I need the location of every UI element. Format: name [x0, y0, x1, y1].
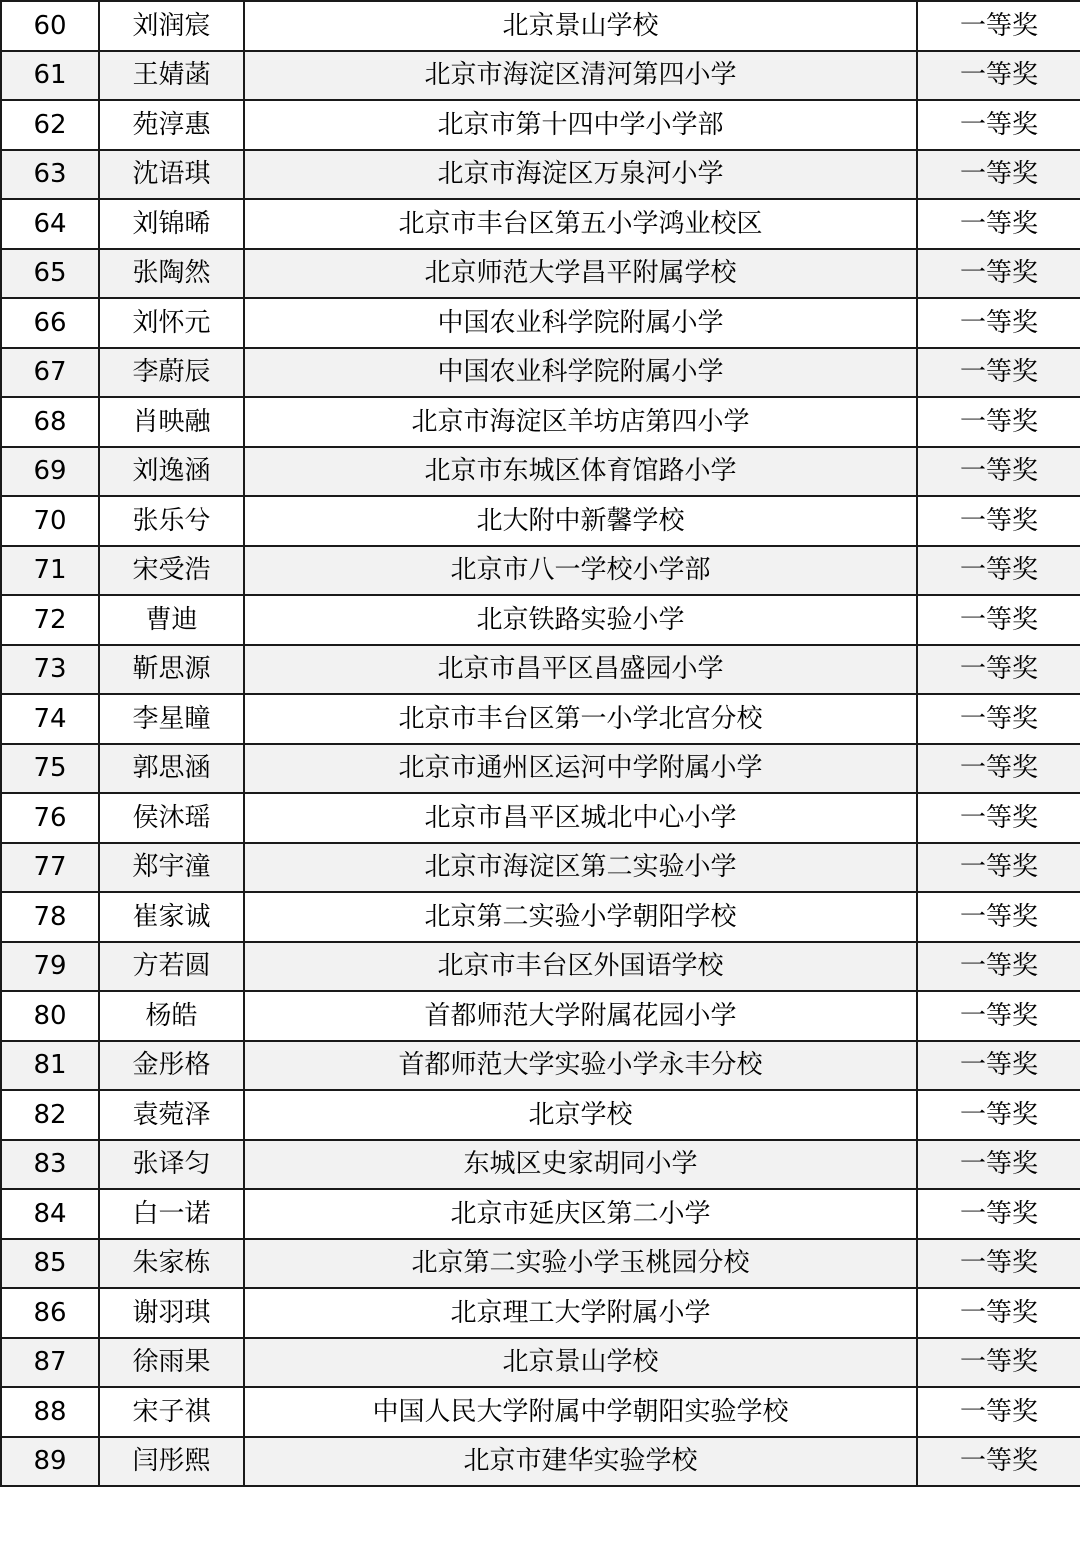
school-name-cell: 北京市海淀区清河第四小学	[244, 51, 917, 101]
award-level-cell: 一等奖	[917, 496, 1080, 546]
row-number-cell: 76	[1, 793, 99, 843]
row-number-cell: 89	[1, 1437, 99, 1487]
student-name-cell: 方若圆	[99, 942, 244, 992]
table-row	[1, 1338, 1080, 1388]
school-name-cell: 北京市八一学校小学部	[244, 546, 917, 596]
award-level-cell: 一等奖	[917, 645, 1080, 695]
student-name-cell: 靳思源	[99, 645, 244, 695]
school-name-cell: 北京第二实验小学玉桃园分校	[244, 1239, 917, 1289]
school-name-cell: 北京市通州区运河中学附属小学	[244, 744, 917, 794]
row-number-cell: 62	[1, 100, 99, 150]
row-number-cell: 69	[1, 447, 99, 497]
table-row	[1, 51, 1080, 101]
award-level-cell: 一等奖	[917, 892, 1080, 942]
row-number-cell: 87	[1, 1338, 99, 1388]
row-number-cell: 61	[1, 51, 99, 101]
award-level-cell: 一等奖	[917, 1189, 1080, 1239]
award-level-cell: 一等奖	[917, 1239, 1080, 1289]
award-level-cell: 一等奖	[917, 249, 1080, 299]
table-row	[1, 496, 1080, 546]
student-name-cell: 金彤格	[99, 1041, 244, 1091]
school-name-cell: 北京学校	[244, 1090, 917, 1140]
school-name-cell: 北京市延庆区第二小学	[244, 1189, 917, 1239]
student-name-cell: 杨皓	[99, 991, 244, 1041]
student-name-cell: 郑宇潼	[99, 843, 244, 893]
award-level-cell: 一等奖	[917, 199, 1080, 249]
school-name-cell: 北京景山学校	[244, 1338, 917, 1388]
table-row	[1, 1140, 1080, 1190]
table-row	[1, 1288, 1080, 1338]
school-name-cell: 北京市第十四中学小学部	[244, 100, 917, 150]
student-name-cell: 崔家诚	[99, 892, 244, 942]
table-row	[1, 1189, 1080, 1239]
student-name-cell: 宋受浩	[99, 546, 244, 596]
award-level-cell: 一等奖	[917, 298, 1080, 348]
school-name-cell: 北京市海淀区第二实验小学	[244, 843, 917, 893]
student-name-cell: 刘润宸	[99, 1, 244, 51]
student-name-cell: 白一诺	[99, 1189, 244, 1239]
row-number-cell: 75	[1, 744, 99, 794]
student-name-cell: 谢羽琪	[99, 1288, 244, 1338]
student-name-cell: 刘逸涵	[99, 447, 244, 497]
award-level-cell: 一等奖	[917, 991, 1080, 1041]
award-level-cell: 一等奖	[917, 100, 1080, 150]
school-name-cell: 北京市丰台区第五小学鸿业校区	[244, 199, 917, 249]
student-name-cell: 朱家栋	[99, 1239, 244, 1289]
award-level-cell: 一等奖	[917, 942, 1080, 992]
student-name-cell: 宋子祺	[99, 1387, 244, 1437]
table-row	[1, 546, 1080, 596]
school-name-cell: 首都师范大学实验小学永丰分校	[244, 1041, 917, 1091]
school-name-cell: 北京铁路实验小学	[244, 595, 917, 645]
school-name-cell: 北京市昌平区城北中心小学	[244, 793, 917, 843]
row-number-cell: 81	[1, 1041, 99, 1091]
award-level-cell: 一等奖	[917, 595, 1080, 645]
table-row	[1, 991, 1080, 1041]
school-name-cell: 北京市丰台区第一小学北宫分校	[244, 694, 917, 744]
school-name-cell: 北京市海淀区万泉河小学	[244, 150, 917, 200]
table-row	[1, 199, 1080, 249]
student-name-cell: 刘锦晞	[99, 199, 244, 249]
student-name-cell: 曹迪	[99, 595, 244, 645]
row-number-cell: 72	[1, 595, 99, 645]
school-name-cell: 北京理工大学附属小学	[244, 1288, 917, 1338]
award-level-cell: 一等奖	[917, 397, 1080, 447]
row-number-cell: 68	[1, 397, 99, 447]
table-row	[1, 744, 1080, 794]
student-name-cell: 张乐兮	[99, 496, 244, 546]
student-name-cell: 肖映融	[99, 397, 244, 447]
school-name-cell: 中国农业科学院附属小学	[244, 298, 917, 348]
student-name-cell: 苑淳惠	[99, 100, 244, 150]
table-row	[1, 1387, 1080, 1437]
table-row	[1, 645, 1080, 695]
award-level-cell: 一等奖	[917, 1140, 1080, 1190]
award-level-cell: 一等奖	[917, 1, 1080, 51]
row-number-cell: 64	[1, 199, 99, 249]
row-number-cell: 88	[1, 1387, 99, 1437]
table-row	[1, 1090, 1080, 1140]
award-level-cell: 一等奖	[917, 546, 1080, 596]
school-name-cell: 东城区史家胡同小学	[244, 1140, 917, 1190]
award-level-cell: 一等奖	[917, 1338, 1080, 1388]
row-number-cell: 74	[1, 694, 99, 744]
table-row	[1, 595, 1080, 645]
student-name-cell: 闫彤熙	[99, 1437, 244, 1487]
table-row	[1, 1239, 1080, 1289]
table-row	[1, 942, 1080, 992]
school-name-cell: 北大附中新馨学校	[244, 496, 917, 546]
table-row	[1, 150, 1080, 200]
student-name-cell: 郭思涵	[99, 744, 244, 794]
row-number-cell: 84	[1, 1189, 99, 1239]
award-level-cell: 一等奖	[917, 1387, 1080, 1437]
row-number-cell: 83	[1, 1140, 99, 1190]
student-name-cell: 李蔚辰	[99, 348, 244, 398]
student-name-cell: 侯沐瑶	[99, 793, 244, 843]
row-number-cell: 80	[1, 991, 99, 1041]
table-row	[1, 100, 1080, 150]
row-number-cell: 73	[1, 645, 99, 695]
awards-table-body	[1, 1, 1080, 1486]
row-number-cell: 67	[1, 348, 99, 398]
school-name-cell: 首都师范大学附属花园小学	[244, 991, 917, 1041]
student-name-cell: 沈语琪	[99, 150, 244, 200]
school-name-cell: 北京市丰台区外国语学校	[244, 942, 917, 992]
table-row	[1, 1, 1080, 51]
table-row	[1, 298, 1080, 348]
student-name-cell: 徐雨果	[99, 1338, 244, 1388]
student-name-cell: 李星瞳	[99, 694, 244, 744]
award-level-cell: 一等奖	[917, 843, 1080, 893]
school-name-cell: 北京市建华实验学校	[244, 1437, 917, 1487]
row-number-cell: 77	[1, 843, 99, 893]
school-name-cell: 北京市昌平区昌盛园小学	[244, 645, 917, 695]
school-name-cell: 中国人民大学附属中学朝阳实验学校	[244, 1387, 917, 1437]
row-number-cell: 60	[1, 1, 99, 51]
school-name-cell: 北京第二实验小学朝阳学校	[244, 892, 917, 942]
table-row	[1, 447, 1080, 497]
award-level-cell: 一等奖	[917, 150, 1080, 200]
row-number-cell: 63	[1, 150, 99, 200]
row-number-cell: 70	[1, 496, 99, 546]
row-number-cell: 78	[1, 892, 99, 942]
table-row	[1, 793, 1080, 843]
student-name-cell: 王婧菡	[99, 51, 244, 101]
student-name-cell: 张译匀	[99, 1140, 244, 1190]
award-level-cell: 一等奖	[917, 793, 1080, 843]
table-row	[1, 249, 1080, 299]
row-number-cell: 86	[1, 1288, 99, 1338]
row-number-cell: 71	[1, 546, 99, 596]
table-row	[1, 694, 1080, 744]
award-level-cell: 一等奖	[917, 51, 1080, 101]
school-name-cell: 北京市海淀区羊坊店第四小学	[244, 397, 917, 447]
school-name-cell: 北京景山学校	[244, 1, 917, 51]
row-number-cell: 82	[1, 1090, 99, 1140]
row-number-cell: 66	[1, 298, 99, 348]
award-level-cell: 一等奖	[917, 694, 1080, 744]
row-number-cell: 65	[1, 249, 99, 299]
table-row	[1, 892, 1080, 942]
award-level-cell: 一等奖	[917, 744, 1080, 794]
award-level-cell: 一等奖	[917, 348, 1080, 398]
award-level-cell: 一等奖	[917, 1288, 1080, 1338]
table-row	[1, 397, 1080, 447]
award-level-cell: 一等奖	[917, 447, 1080, 497]
award-level-cell: 一等奖	[917, 1437, 1080, 1487]
table-row	[1, 348, 1080, 398]
school-name-cell: 北京市东城区体育馆路小学	[244, 447, 917, 497]
row-number-cell: 79	[1, 942, 99, 992]
table-row	[1, 843, 1080, 893]
school-name-cell: 北京师范大学昌平附属学校	[244, 249, 917, 299]
student-name-cell: 张陶然	[99, 249, 244, 299]
award-level-cell: 一等奖	[917, 1090, 1080, 1140]
student-name-cell: 刘怀元	[99, 298, 244, 348]
table-row	[1, 1437, 1080, 1487]
award-level-cell: 一等奖	[917, 1041, 1080, 1091]
school-name-cell: 中国农业科学院附属小学	[244, 348, 917, 398]
table-row	[1, 1041, 1080, 1091]
row-number-cell: 85	[1, 1239, 99, 1289]
student-name-cell: 袁菀泽	[99, 1090, 244, 1140]
